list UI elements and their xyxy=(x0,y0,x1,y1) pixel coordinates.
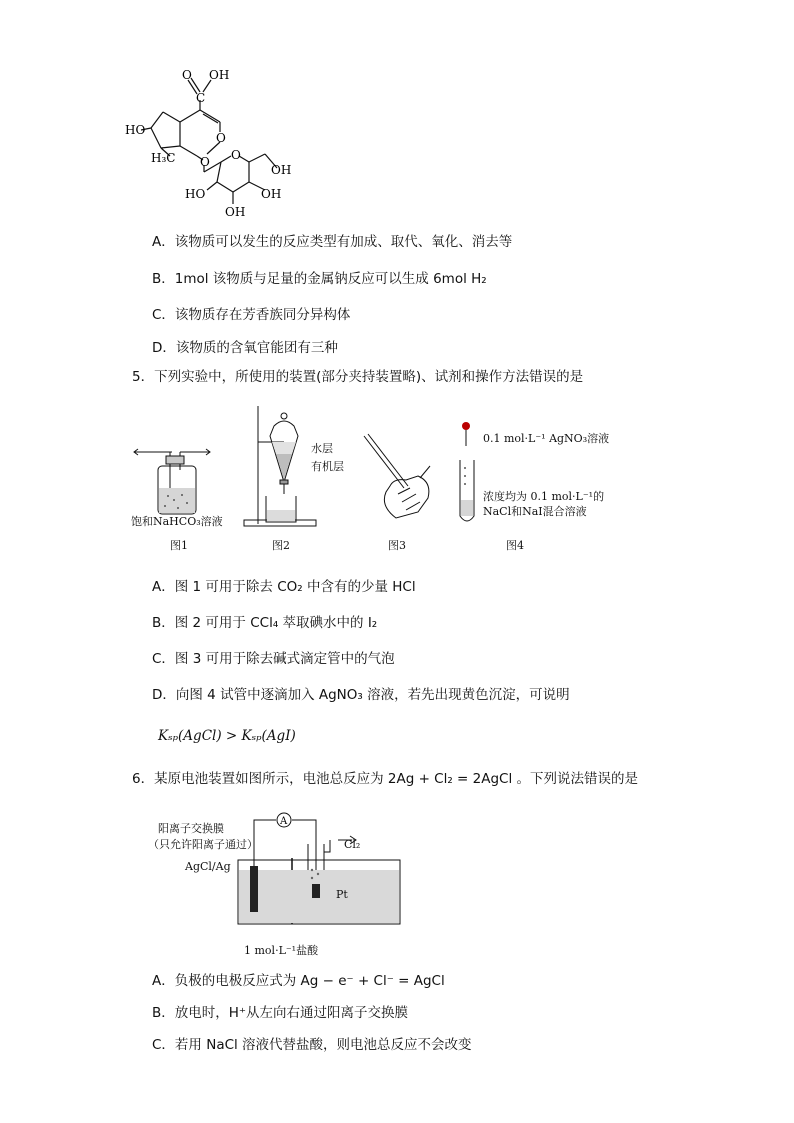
q4-option-d: D．该物质的含氧官能团有三种 xyxy=(152,340,338,356)
fig2-separatory-funnel xyxy=(240,402,320,530)
q5-stem: 5．下列实验中，所使用的装置(部分夹持装置略)、试剂和操作方法错误的是 xyxy=(132,369,584,385)
q6-electrode-right-label: Pt xyxy=(336,888,348,901)
q5-option-d: D．向图 4 试管中逐滴加入 AgNO₃ 溶液，若先出现黄色沉淀，可说明 xyxy=(152,687,570,703)
fig2-organic-layer-label: 有机层 xyxy=(311,460,344,473)
q6-membrane-note: （只允许阳离子通过） xyxy=(148,838,258,851)
q6-option-b: B．放电时，H⁺从左向右通过阳离子交换膜 xyxy=(152,1005,409,1021)
q5-option-d-formula: Kₛₚ(AgCl) > Kₛₚ(AgI) xyxy=(158,728,296,744)
sugar-o-label: O xyxy=(231,148,241,162)
cooh-oh-label: OH xyxy=(209,68,230,82)
q6-electrolyte-label: 1 mol·L⁻¹盐酸 xyxy=(244,944,319,957)
fig3-caption: 图3 xyxy=(388,539,406,552)
fig2-water-layer-label: 水层 xyxy=(311,442,333,455)
sugar-ho-left: HO xyxy=(185,187,206,201)
glycoside-o-label: O xyxy=(200,155,210,169)
q6-option-c: C．若用 NaCl 溶液代替盐酸，则电池总反应不会改变 xyxy=(152,1037,472,1053)
cooh-o-label: O xyxy=(182,68,192,82)
ring-o-label: O xyxy=(216,131,226,145)
sugar-oh-right: OH xyxy=(271,163,292,177)
q6-gas-label: Cl₂ xyxy=(344,838,361,851)
q6-option-a: A．负极的电极反应式为 Ag − e⁻ + Cl⁻ = AgCl xyxy=(152,973,445,989)
fig4-mixture-label-1: 浓度均为 0.1 mol·L⁻¹的 xyxy=(483,490,605,503)
fig4-reagent-label: 0.1 mol·L⁻¹ AgNO₃溶液 xyxy=(483,432,610,445)
ho-left-label: HO xyxy=(125,123,146,137)
q4-option-c: C．该物质存在芳香族同分异构体 xyxy=(152,307,351,323)
fig2-caption: 图2 xyxy=(272,539,290,552)
cooh-c-label: C xyxy=(196,91,206,105)
sugar-oh-lower-right: OH xyxy=(261,187,282,201)
fig3-burette-hand xyxy=(358,432,438,522)
q5-option-b: B．图 2 可用于 CCl₄ 萃取碘水中的 I₂ xyxy=(152,615,378,631)
q4-option-b: B．1mol 该物质与足量的金属钠反应可以生成 6mol H₂ xyxy=(152,271,487,287)
sugar-oh-bottom: OH xyxy=(225,205,246,219)
q6-electrode-left-label: AgCl/Ag xyxy=(185,860,231,873)
q6-stem: 6．某原电池装置如图所示，电池总反应为 2Ag + Cl₂ = 2AgCl 。下列说法错误的是 xyxy=(132,771,639,787)
fig1-solution-label: 饱和NaHCO₃溶液 xyxy=(131,515,223,528)
fig4-mixture-label-2: NaCl和NaI混合溶液 xyxy=(483,505,587,518)
q6-cell-diagram xyxy=(232,808,412,938)
fig1-gas-washing-bottle xyxy=(132,440,212,520)
q4-option-a: A．该物质可以发生的反应类型有加成、取代、氧化、消去等 xyxy=(152,234,513,250)
ammeter-label: A xyxy=(280,816,288,827)
methyl-label: H₃C xyxy=(151,151,176,165)
q5-option-a: A．图 1 可用于除去 CO₂ 中含有的少量 HCl xyxy=(152,579,416,595)
fig4-caption: 图4 xyxy=(506,539,524,552)
q6-membrane-label: 阳离子交换膜 xyxy=(158,822,224,835)
fig1-caption: 图1 xyxy=(170,539,188,552)
q5-option-c: C．图 3 可用于除去碱式滴定管中的气泡 xyxy=(152,651,395,667)
molecule-structure xyxy=(125,62,295,222)
